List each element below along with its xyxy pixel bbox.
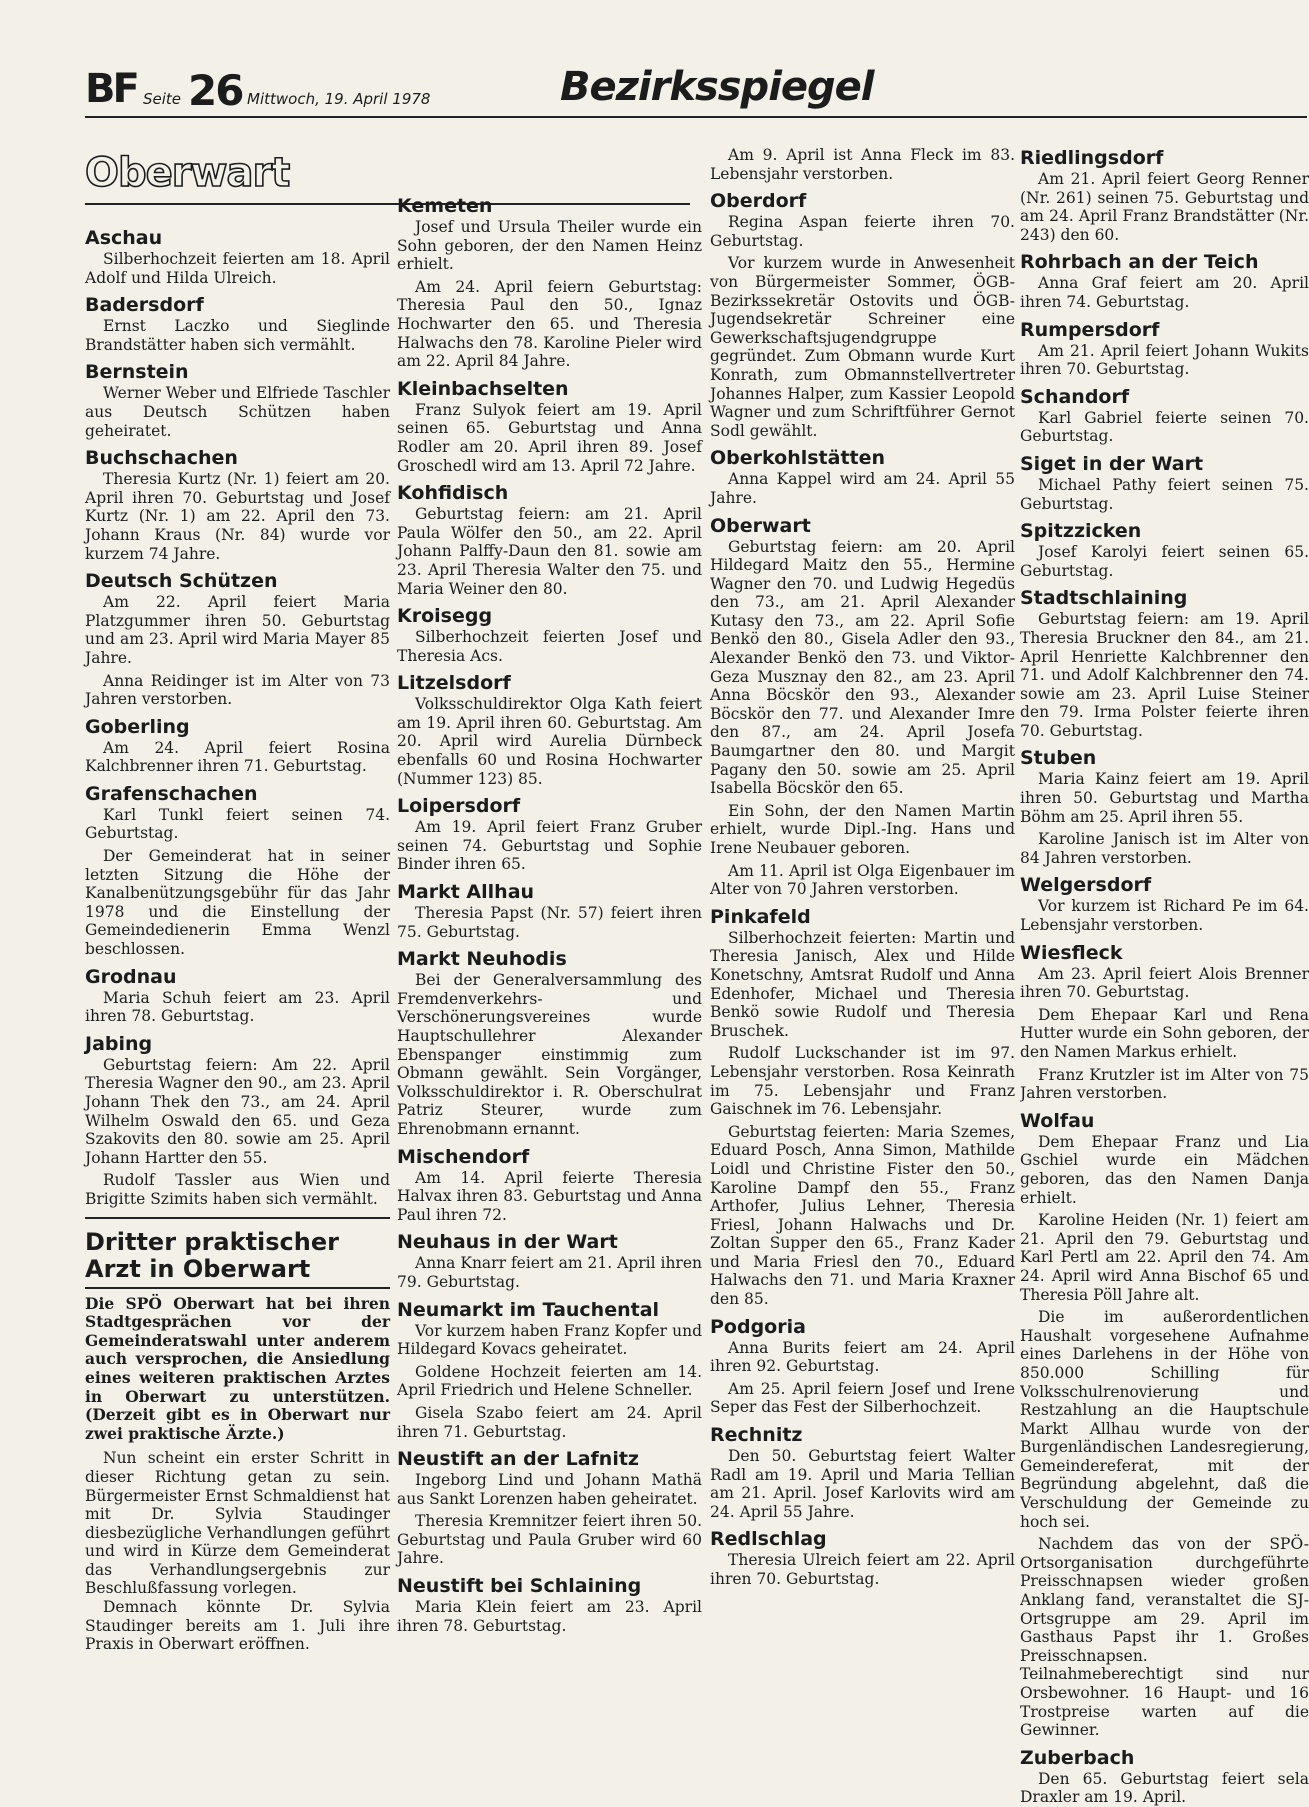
locality-heading: Goberling [85,715,190,738]
locality-paragraph: Regina Aspan feierte ihren 70. Geburtstag. [710,213,1015,250]
locality-paragraph: Am 24. April feiern Geburtstag: Theresia Paul den 50., Ignaz Hochwarter den 65. und Theresia Halwachs den 78. Karoline Pieler wird am 22. April 84 Jahre. [397,277,702,371]
locality-paragraph: Silberhochzeit feierten am 18. April Adolf und Hilda Ulreich. [85,250,390,287]
locality-paragraph: Anna Graf feiert am 20. April ihren 74. Geburtstag. [1020,274,1309,311]
article [85,1229,390,1654]
locality-heading: Podgoria [710,1315,806,1338]
locality-entry [397,482,702,598]
locality-paragraph: Den 65. Geburtstag feiert sela Draxler am 19. April. [1020,1769,1309,1807]
locality-paragraph: Anna Reidinger ist im Alter von 73 Jahren verstorben. [85,671,390,709]
locality-heading: Neustift bei Schlaining [397,1575,642,1598]
locality-entry [710,1316,1015,1417]
locality-heading: Rechnitz [710,1424,803,1447]
page-number: 26 [188,66,243,115]
locality-heading: Rumpersdorf [1020,318,1160,341]
locality-entry [1020,386,1309,446]
masthead [85,60,1300,120]
locality-heading: Badersdorf [85,294,204,317]
locality-heading: Welgersdorf [1020,874,1152,897]
locality-heading: Litzelsdorf [397,672,511,695]
locality-entry [397,1146,702,1225]
locality-heading: Mischendorf [397,1145,530,1168]
locality-entry [85,783,390,959]
column-3 [710,146,1015,1589]
locality-heading: Pinkafeld [710,905,811,928]
locality-paragraph: Geburtstag feiern: am 20. April Hildegard Maitz den 55., Hermine Wagner den 70. und Ludwig Hegedüs den 73., am 21. April Alexander Kutasy den 73., am 22. April Sofie Benkö den 80., Gisela Adler den 93., Alexander Benkö den 73. und Viktor-Geza Musznay den 82., am 23. April Anna Böcskör den 93., Alexander Böcskör den 77. und Alexander Imre den 87., am 24. April Josefa Baumgartner den 80. und Margit Pagany den 50. sowie am 25. April Isabella Böcskör den 65. [710,537,1015,798]
locality-entry [710,1424,1015,1521]
page-label: Seite [143,90,182,108]
locality-paragraph: Am 21. April feiert Johann Wukits ihren 70. Geburtstag. [1020,341,1309,379]
locality-paragraph: Volksschuldirektor Olga Kath feiert am 19. April ihren 60. Geburtstag. Am 20. April wird Aurelia Dürnbeck ebenfalls 60 und Rosina Hochwarter (Nummer 123) 85. [397,695,702,788]
locality-paragraph: Maria Kainz feiert am 19. April ihren 50. Geburtstag und Martha Böhm am 25. April ihren 55. [1020,770,1309,826]
locality-paragraph: Werner Weber und Elfriede Taschler aus Deutsch Schützen haben geheiratet. [85,384,390,440]
locality-paragraph: Ernst Laczko und Sieglinde Brandstätter haben sich vermählt. [85,317,390,354]
locality-heading: Oberwart [710,514,811,537]
locality-heading: Markt Neuhodis [397,948,567,971]
locality-heading: Stuben [1020,747,1097,770]
locality-entry [85,361,390,440]
locality-entry [1020,147,1309,244]
locality-entry [710,447,1015,507]
locality-paragraph: Theresia Ulreich feiert am 22. April ihren 70. Geburtstag. [710,1551,1015,1588]
locality-heading: Grodnau [85,965,177,988]
locality-paragraph: Anna Knarr feiert am 21. April ihren 79. Geburtstag. [397,1254,702,1291]
locality-paragraph: Geburtstag feiern: am 19. April Theresia Bruckner den 84., am 21. April Henriette Kalchbrenner den 71. und Adolf Kalchbrenner den 74. sowie am 23. April Luise Steiner den 79. Irma Polster feierte ihren 70. Geburtstag. [1020,610,1309,740]
locality-paragraph: Karl Tunkl feiert seinen 74. Geburtstag. [85,805,390,843]
locality-entry [1020,453,1309,513]
locality-paragraph: Maria Klein feiert am 23. April ihren 78. Geburtstag. [397,1598,702,1635]
locality-heading: Stadtschlaining [1020,587,1188,610]
locality-entry [710,190,1015,440]
section-title: Bezirksspiegel [560,64,874,110]
locality-entry [1020,251,1309,311]
locality-heading: Loipersdorf [397,795,521,818]
locality-heading: Neumarkt im Tauchental [397,1298,660,1321]
locality-paragraph: Karl Gabriel feierte seinen 70. Geburtstag. [1020,408,1309,446]
locality-heading: Kroisegg [397,605,493,628]
locality-heading: Neuhaus in der Wart [397,1231,618,1254]
locality-heading: Bernstein [85,361,189,384]
locality-entry [1020,747,1309,867]
locality-entry [1020,1747,1309,1807]
article-title: Dritter praktischer Arzt in Oberwart [85,1227,339,1283]
article-lead: Die SPÖ Oberwart hat bei ihren Stadtgesprächen vor der Gemeinderatswahl unter anderem auch versprochen, die Ansiedlung eines weiteren praktischen Arztes in Oberwart zu unterstützen. (Derzeit gibt es in Oberwart nur zwei praktische Ärzte.) [85,1293,390,1443]
locality-paragraph: Vor kurzem wurde in Anwesenheit von Bürgermeister Sommer, ÖGB-Bezirkssekretär Ostovits und ÖGB-Jugendsekretär Schreiner eine Gewerkschaftsjugendgruppe gegründet. Zum Obmann wurde Kurt Konrath, zum Obmannstellvertreter Johannes Halper, zum Kassier Leopold Wagner und zum Schriftführer Gernot Sodl gewählt. [710,254,1015,440]
locality-entry [1020,942,1309,1103]
locality-paragraph: Dem Ehepaar Franz und Lia Gschiel wurde ein Mädchen geboren, das den Namen Danja erhielt. [1020,1132,1309,1207]
locality-paragraph: Der Gemeinderat hat in seiner letzten Sitzung die Höhe der Kanalbenützungsgebühr für das Jahr 1978 und die Einstellung der Gemeindedienerin Emma Wenzl beschlossen. [85,847,390,959]
locality-heading: Markt Allhau [397,881,535,904]
locality-paragraph: Anna Burits feiert am 24. April ihren 92. Geburtstag. [710,1338,1015,1376]
locality-heading: Neustift an der Lafnitz [397,1448,639,1471]
locality-paragraph: Karoline Heiden (Nr. 1) feiert am 21. April den 79. Geburtstag und Karl Pertl am 22. April den 74. Am 24. April wird Anna Bischof 65 und Theresia Pöll Jahre alt. [1020,1211,1309,1304]
brand-logo: BF [85,66,137,112]
locality-entry [397,1448,702,1568]
article-title-rule [85,1287,390,1289]
col3-intro: Am 9. April ist Anna Fleck im 83. Lebensjahr verstorben. [710,146,1015,183]
locality-heading: Kohfidisch [397,482,509,505]
col3-entries [710,190,1015,1588]
issue-date: Mittwoch, 19. April 1978 [247,90,431,108]
locality-paragraph: Franz Sulyok feiert am 19. April seinen 65. Geburtstag und Anna Rodler am 20. April ihren 89. Josef Groschedl wird am 13. April 72 Jahre. [397,400,702,475]
locality-entry [397,881,702,941]
locality-paragraph: Die im außerordentlichen Haushalt vorgesehene Aufnahme eines Darlehens in der Höhe von 850.000 Schilling für Volksschulrenovierung und Restzahlung an die Hauptschule Markt Allhau wurde von der Burgenländischen Landesregierung, Gemeindereferat, mit der Begründung abgelehnt, daß die Verschuldung der Gemeinde zu hoch sei. [1020,1308,1309,1531]
locality-paragraph: Anna Kappel wird am 24. April 55 Jahre. [710,470,1015,507]
locality-paragraph: Silberhochzeit feierten: Martin und Theresia Janisch, Alex und Hilde Konetschny, Amtsrat Rudolf und Anna Edenhofer, Michael und Theresia Benkö sowie Rudolf und Theresia Bruschek. [710,928,1015,1040]
locality-heading: Redlschlag [710,1528,827,1551]
masthead-rule [85,116,1307,118]
locality-paragraph: Franz Krutzler ist im Alter von 75 Jahren verstorben. [1020,1065,1309,1103]
locality-heading: Rohrbach an der Teich [1020,251,1259,274]
locality-entry [397,1299,702,1442]
locality-paragraph: Bei der Generalversammlung des Fremdenverkehrs- und Verschönerungsvereines wurde Hauptschullehrer Alexander Ebenspanger einstimmig zum Obmann gewählt. Sein Vorgänger, Volksschuldirektor i. R. Oberschulrat Patriz Steurer, wurde zum Ehrenobmann ernannt. [397,971,702,1138]
locality-entry [397,378,702,475]
locality-entry [1020,587,1309,740]
article-body-1: Nun scheint ein erster Schritt in dieser Richtung getan zu sein. Bürgermeister Ernst Schmaldienst hat mit Dr. Sylvia Staudinger diesbezügliche Verhandlungen geführt und wird in Kürze dem Gemeinderat das Verhandlungsergebnis zur Beschlußfassung vorlegen. [85,1449,390,1598]
locality-heading: Schandorf [1020,385,1130,408]
locality-paragraph: Geburtstag feiern: am 21. April Paula Wölfer den 50., am 22. April Johann Palffy-Daun den 81. sowie am 23. April Theresia Walter den 75. und Maria Weiner den 80. [397,505,702,598]
locality-entry [710,906,1015,1309]
locality-entry [397,1231,702,1291]
locality-entry [1020,874,1309,934]
locality-paragraph: Vor kurzem ist Richard Pe im 64. Lebensjahr verstorben. [1020,897,1309,935]
locality-heading: Wolfau [1020,1109,1095,1132]
locality-heading: Spitzzicken [1020,520,1142,543]
locality-paragraph: Nachdem das von der SPÖ-Ortsorganisation durchgeführte Preisschnapsen wieder großen Anklang fand, veranstaltet die SJ-Ortsgruppe am 29. April im Gasthaus Papst ihr 1. Großes Preisschnapsen. Teilnahmeberechtigt sind nur Orsbewohner. 16 Haupt- und 16 Trostpreise warten auf die Gewinner. [1020,1535,1309,1740]
locality-paragraph: Am 14. April feierte Theresia Halvax ihren 83. Geburtstag und Anna Paul ihren 72. [397,1168,702,1224]
locality-entry [85,966,390,1026]
locality-heading: Kleinbachselten [397,377,569,400]
locality-entry [397,1575,702,1635]
locality-entry [710,1528,1015,1588]
locality-entry [397,672,702,788]
locality-paragraph: Am 11. April ist Olga Eigenbauer im Alter von 70 Jahren verstorben. [710,861,1015,899]
locality-entry [1020,1110,1309,1740]
locality-paragraph: Theresia Kurtz (Nr. 1) feiert am 20. April ihren 70. Geburtstag und Josef Kurtz (Nr. 1) am 22. April den 73. Johann Kraus (Nr. 84) wurde vor kurzem 74 Jahre. [85,470,390,563]
locality-heading: Aschau [85,227,163,249]
locality-paragraph: Den 50. Geburtstag feiert Walter Radl am 19. April und Maria Tellian am 21. April. Josef Karlovits wird am 24. April 55 Jahre. [710,1447,1015,1521]
locality-heading: Riedlingsdorf [1020,147,1164,169]
col4-entries [1020,147,1309,1807]
col1-entries [85,227,390,1209]
locality-paragraph: Karoline Janisch ist im Alter von 84 Jahren verstorben. [1020,830,1309,867]
locality-paragraph: Am 19. April feiert Franz Gruber seinen 74. Geburtstag und Sophie Binder ihren 65. [397,818,702,874]
locality-paragraph: Geburtstag feierten: Maria Szemes, Eduard Posch, Anna Simon, Mathilde Loidl und Christine Fister den 50., Karoline Dampf den 55., Franz Arthofer, Julius Lehner, Theresia Friesl, Johann Halwachs und Dr. Zoltan Supper den 65., Franz Kader und Maria Friesl den 70., Eduard Halwachs den 71. und Maria Kraxner den 85. [710,1122,1015,1309]
locality-paragraph: Rudolf Luckschander ist im 97. Lebensjahr verstorben. Rosa Keinrath im 75. Lebensjahr und Franz Gaischnek im 76. Lebensjahr. [710,1044,1015,1119]
locality-paragraph: Goldene Hochzeit feierten am 14. April Friedrich und Helene Schneller. [397,1362,702,1400]
locality-paragraph: Am 23. April feiert Alois Brenner ihren 70. Geburtstag. [1020,964,1309,1002]
locality-paragraph: Josef Karolyi feiert seinen 65. Geburtstag. [1020,543,1309,580]
col2-entries [397,195,702,1635]
column-2 [397,188,702,1635]
locality-paragraph: Rudolf Tassler aus Wien und Brigitte Szimits haben sich vermählt. [85,1171,390,1208]
locality-paragraph: Theresia Papst (Nr. 57) feiert ihren 75. Geburtstag. [397,904,702,941]
locality-heading: Jabing [85,1032,153,1055]
locality-paragraph: Ingeborg Lind und Johann Mathä aus Sankt Lorenzen haben geheiratet. [397,1471,702,1508]
region-title: Oberwart [85,150,290,196]
locality-heading: Oberdorf [710,190,807,213]
locality-entry [397,795,702,874]
article-divider [85,1217,390,1219]
locality-heading: Zuberbach [1020,1746,1135,1769]
locality-paragraph: Silberhochzeit feierten Josef und Theresia Acs. [397,628,702,665]
locality-heading: Deutsch Schützen [85,570,278,593]
locality-entry [85,227,390,287]
locality-entry [1020,520,1309,580]
locality-paragraph: Am 24. April feiert Rosina Kalchbrenner ihren 71. Geburtstag. [85,738,390,776]
locality-entry [397,605,702,665]
locality-heading: Oberkohlstätten [710,447,886,470]
locality-paragraph: Geburtstag feiern: Am 22. April Theresia Wagner den 90., am 23. April Johann Thek den 73., am 24. April Wilhelm Oswald den 65. und Geza Szakovits den 80. sowie am 25. April Johann Hartter den 55. [85,1055,390,1167]
locality-entry [85,447,390,563]
article-body-2: Demnach könnte Dr. Sylvia Staudinger bereits am 1. Juli ihre Praxis in Oberwart eröffnen. [85,1598,390,1654]
locality-entry [710,515,1015,899]
locality-paragraph: Ein Sohn, der den Namen Martin erhielt, wurde Dipl.-Ing. Hans und Irene Neubauer geboren. [710,801,1015,857]
locality-paragraph: Am 22. April feiert Maria Platzgummer ihren 50. Geburtstag und am 23. April wird Maria Mayer 85 Jahre. [85,593,390,667]
locality-paragraph: Am 25. April feiern Josef und Irene Seper das Fest der Silberhochzeit. [710,1379,1015,1417]
locality-heading: Kemeten [397,195,493,217]
locality-paragraph: Dem Ehepaar Karl und Rena Hutter wurde ein Sohn geboren, der den Namen Markus erhielt. [1020,1005,1309,1061]
locality-paragraph: Michael Pathy feiert seinen 75. Geburtstag. [1020,475,1309,513]
locality-paragraph: Theresia Kremnitzer feiert ihren 50. Geburtstag und Paula Gruber wird 60 Jahre. [397,1512,702,1568]
locality-heading: Siget in der Wart [1020,452,1204,475]
locality-heading: Buchschachen [85,447,238,470]
locality-entry [85,716,390,776]
column-4 [1020,140,1309,1807]
locality-entry [397,948,702,1138]
locality-entry [397,195,702,371]
locality-paragraph: Am 21. April feiert Georg Renner (Nr. 261) seinen 75. Geburtstag und am 24. April Franz Brandstätter (Nr. 243) den 60. [1020,170,1309,244]
locality-entry [85,1033,390,1209]
locality-paragraph: Maria Schuh feiert am 23. April ihren 78. Geburtstag. [85,988,390,1026]
locality-paragraph: Josef und Ursula Theiler wurde ein Sohn geboren, der den Namen Heinz erhielt. [397,218,702,274]
locality-entry [1020,319,1309,379]
locality-heading: Wiesfleck [1020,941,1123,964]
locality-paragraph: Gisela Szabo feiert am 24. April ihren 71. Geburtstag. [397,1403,702,1441]
locality-entry [85,294,390,354]
locality-paragraph: Vor kurzem haben Franz Kopfer und Hildegard Kovacs geheiratet. [397,1321,702,1359]
locality-heading: Grafenschachen [85,782,258,805]
locality-entry [85,570,390,709]
